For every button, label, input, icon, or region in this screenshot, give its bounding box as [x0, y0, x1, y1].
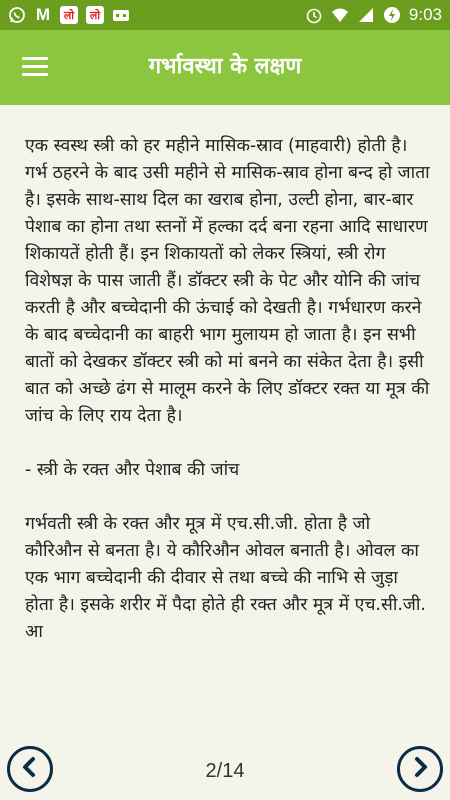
system-icons: [305, 5, 442, 25]
page-indicator: 2/14: [205, 760, 245, 782]
alarm-icon: [305, 6, 323, 24]
article-paragraph: गर्भवती स्त्री के रक्त और मूत्र में एच.सी.जी. होता है जो कौरिऔन से बनता है। ये कौरिऔन ओवल बनाती है। ओवल का एक भाग बच्चेदानी की दीवार से तथा बच्चे की नाभि से जुड़ा होता है। इसके शरीर में पैदा होते ही रक्त और मूत्र में एच.सी.जी. आ: [25, 514, 426, 642]
next-page-button[interactable]: [397, 746, 443, 792]
page-title: गर्भावस्था के लक्षण: [148, 54, 302, 79]
clock: 9:03: [408, 5, 442, 24]
wifi-icon: [331, 6, 349, 24]
pager-bar: [0, 738, 450, 800]
gmail-icon: M: [35, 5, 51, 24]
chevron-right-icon: [409, 756, 431, 782]
status-bar: [0, 0, 450, 30]
app-bar: [0, 30, 450, 105]
article-content[interactable]: [25, 133, 430, 738]
whatsapp-icon: [8, 6, 26, 24]
app-badge-icon: लो: [60, 6, 78, 24]
game-controller-icon: [112, 6, 130, 24]
article-paragraph: एक स्वस्थ स्त्री को हर महीने मासिक-स्राव (माहवारी) होती है। गर्भ ठहरने के बाद उसी महीने से मासिक-स्राव होना बन्द हो जाता है। इसके साथ-साथ दिल का खराब होना, उल्टी होना, बार-बार पेशाब का होना तथा स्तनों में हल्का दर्द बना रहना आदि साधारण शिकायतें होती हैं। इन शिकायतों को लेकर स्त्रियां, स्त्री रोग विशेषज्ञ के पास जाती हैं। डॉक्टर स्त्री के पेट और योनि की जांच करती है और बच्चेदानी की ऊंचाई को देखती है। गर्भधारण करने के बाद बच्चेदानी का बाहरी भाग मुलायम हो जाता है। इन सभी बातों को देखकर डॉक्टर स्त्री को मां बनने का संकेत देता है। इसी बात को अच्छे ढंग से मालूम करने के लिए डॉक्टर रक्त या मूत्र की जांच के लिए राय देता है।: [25, 136, 430, 426]
article-subheading: - स्त्री के रक्त और पेशाब की जांच: [25, 460, 240, 480]
notification-icons: [8, 6, 130, 24]
app-badge-icon: लो: [86, 6, 104, 24]
signal-icon: [357, 6, 375, 24]
battery-charging-icon: [383, 6, 401, 24]
